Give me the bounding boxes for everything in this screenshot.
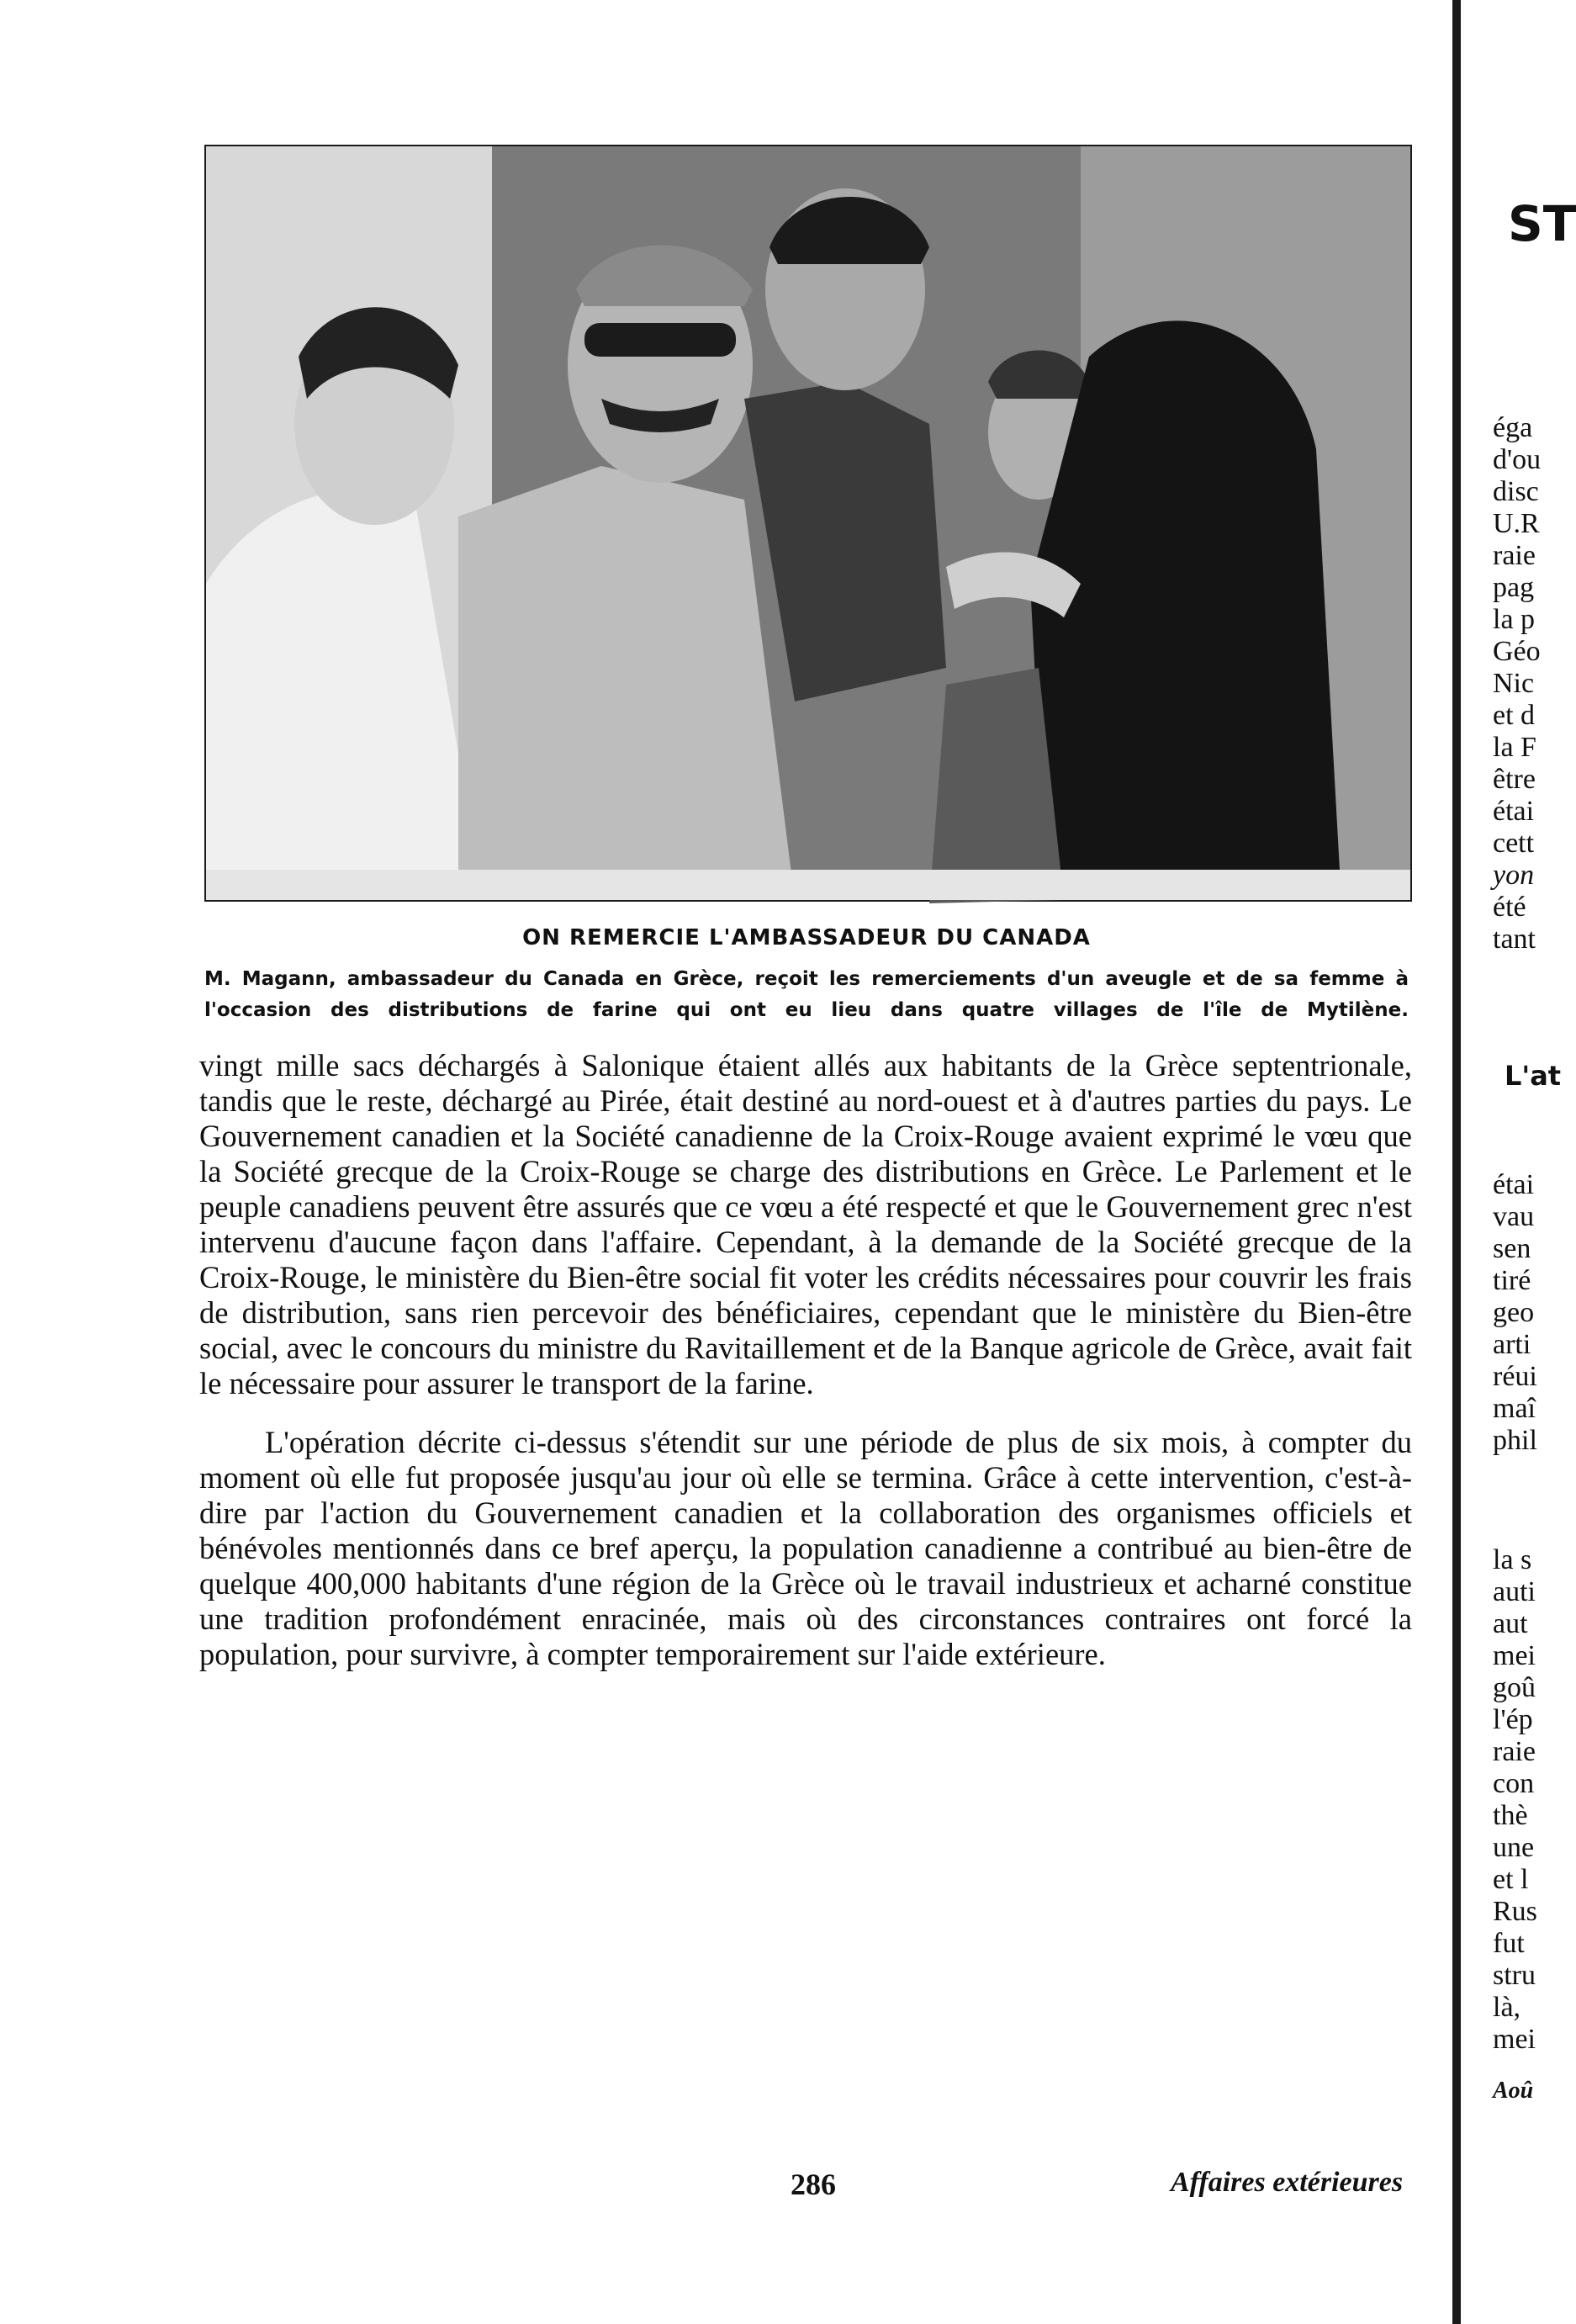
adjacent-line: phil [1493,1425,1537,1456]
adjacent-subheading: L'at [1505,1060,1562,1092]
photo-illustration [206,146,1410,900]
adjacent-line: cett [1493,828,1535,859]
adjacent-line: d'ou [1493,444,1542,475]
adjacent-line: aut [1493,1608,1528,1639]
adjacent-line: vau [1493,1201,1535,1232]
adjacent-line: une [1493,1832,1535,1863]
body-paragraph-1: vingt mille sacs déchargés à Salonique étaient allés aux habitants de la Grèce septentrionale, tandis que le reste, déchargé au Pirée, était destiné au nord-ouest et à d'autres parties du pays. Le Gouvernement canadien et la Société canadienne de la Croix-Rouge avaient exprimé le vœu que la Société grecque de la Croix-Rouge se charge des distributions en Grèce. Le Parlement et le peuple canadiens peuvent être assurés que ce vœu a été respecté et que le Gouvernement grec n'est intervenu d'aucune façon dans l'affaire. Cependant, à la demande de la Société grecque de la Croix-Rouge, le ministère du Bien-être social fit voter les crédits nécessaires pour couvrir les frais de distribution, sans rien percevoir des bénéficiaires, cependant que le ministère du Bien-être social, avec le concours du ministre du Ravitaillement et de la Banque agricole de Grèce, avait fait le nécessaire pour assurer le transport de la farine. [199,1048,1412,1400]
adjacent-line: tant [1493,924,1536,955]
adjacent-line: arti [1493,1329,1531,1360]
adjacent-line: là, [1493,1992,1521,2023]
adjacent-line: Nic [1493,668,1535,699]
caption-title: ON REMERCIE L'AMBASSADEUR DU CANADA [522,925,1091,950]
adjacent-line: tiré [1493,1265,1531,1296]
adjacent-line: mei [1493,2024,1536,2055]
adjacent-line: réui [1493,1361,1537,1392]
adjacent-line: l'ép [1493,1704,1533,1735]
adjacent-line: éga [1493,412,1533,443]
article-body [199,1048,1412,1672]
body-paragraph-2: L'opération décrite ci-dessus s'étendit sur une période de plus de six mois, à compter du moment où elle fut proposée jusqu'au jour où elle se termina. Grâce à cette intervention, c'est-à-dire par l'action du Gouvernement canadien et la collaboration des organismes officiels et bénévoles mentionnés dans ce bref aperçu, la population canadienne a contribué au bien-être de quelque 400,000 habitants d'une région de la Grèce où le travail industrieux et acharné constitue une tradition profondément enracinée, mais où des circonstances contraires ont forcé la population, pour survivre, à compter temporairement sur l'aide extérieure. [199,1425,1412,1671]
adjacent-line: étai [1493,796,1535,827]
adjacent-line: étai [1493,1169,1535,1200]
adjacent-line: la p [1493,604,1536,635]
adjacent-line: raie [1493,1736,1536,1767]
news-photo [204,145,1412,902]
caption-text: M. Magann, ambassadeur du Canada en Grèce, reçoit les remerciements d'un aveugle et de sa femme à l'occasion des distributions de farine qui ont eu lieu dans quatre villages de l'île de Mytilène. [204,968,1409,1021]
adjacent-line: Géo [1493,636,1541,667]
adjacent-line: geo [1493,1297,1535,1328]
page-gutter-rule [1452,0,1461,2324]
adjacent-line: disc [1493,476,1539,507]
adjacent-line: raie [1493,540,1536,571]
adjacent-page-fragment [1461,0,1576,2324]
journal-title: Affaires extérieures [1171,2167,1404,2198]
page-number: 286 [791,2168,836,2201]
adjacent-line: fut [1493,1928,1525,1959]
adjacent-line: con [1493,1768,1535,1799]
adjacent-line: la s [1493,1544,1532,1575]
adjacent-line: maî [1493,1393,1536,1424]
adjacent-line: Rus [1493,1896,1537,1927]
adjacent-line: été [1493,892,1526,923]
adjacent-line: goû [1493,1672,1536,1703]
adjacent-line: la F [1493,732,1536,763]
adjacent-line: être [1493,764,1536,795]
adjacent-line: et d [1493,700,1536,731]
adjacent-line: yon [1493,860,1535,891]
adjacent-footer-fragment: Aoû [1493,2078,1534,2104]
adjacent-line: sen [1493,1233,1531,1264]
adjacent-heading: ST [1508,195,1576,252]
adjacent-line: pag [1493,572,1535,603]
adjacent-line: thè [1493,1800,1528,1831]
adjacent-line: auti [1493,1576,1536,1607]
adjacent-line: et l [1493,1864,1529,1895]
adjacent-line: mei [1493,1640,1536,1671]
adjacent-line: U.R [1493,508,1540,539]
adjacent-line: stru [1493,1960,1536,1991]
